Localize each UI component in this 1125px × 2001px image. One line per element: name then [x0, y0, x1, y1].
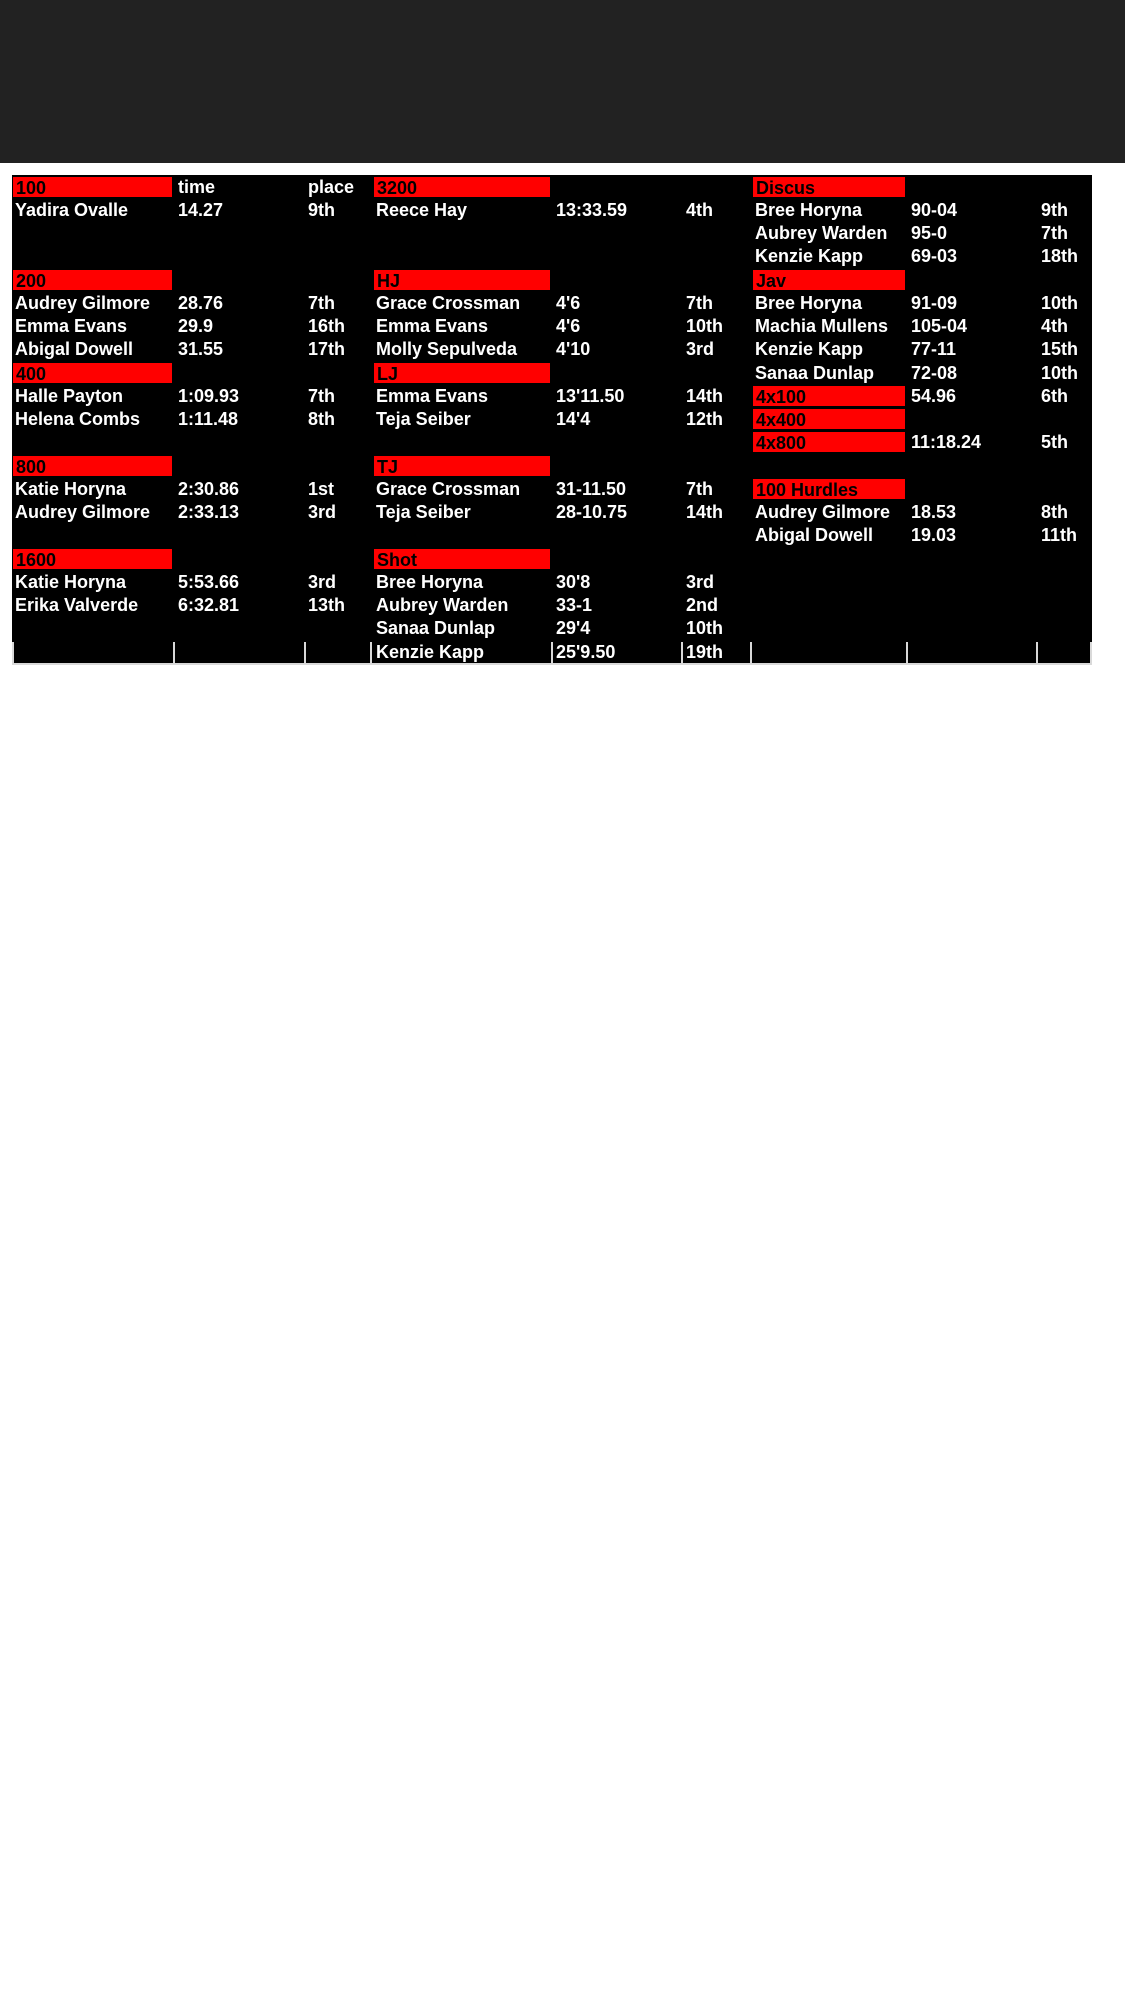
athlete-name[interactable]: Abigal Dowell	[15, 339, 134, 359]
athlete-name[interactable]: Audrey Gilmore	[15, 293, 151, 313]
result-place[interactable]: 1st	[308, 479, 335, 499]
athlete-name[interactable]: Sanaa Dunlap	[755, 363, 875, 383]
athlete-name[interactable]: Aubrey Warden	[755, 223, 888, 243]
result-mark[interactable]: 90-04	[911, 200, 958, 220]
grid-divider	[1090, 642, 1092, 664]
grid-divider	[12, 642, 14, 664]
athlete-name[interactable]: Aubrey Warden	[376, 595, 509, 615]
result-mark[interactable]: 4'6	[556, 316, 581, 336]
athlete-name[interactable]: Emma Evans	[15, 316, 128, 336]
result-place[interactable]: 15th	[1041, 339, 1079, 359]
athlete-name[interactable]: Reece Hay	[376, 200, 468, 220]
event-header-tj[interactable]: TJ	[373, 455, 551, 477]
athlete-name[interactable]: Molly Sepulveda	[376, 339, 518, 359]
result-mark[interactable]: 1:09.93	[178, 386, 240, 406]
athlete-name[interactable]: Katie Horyna	[15, 479, 127, 499]
result-place[interactable]: 5th	[1041, 432, 1068, 452]
athlete-name[interactable]: Abigal Dowell	[755, 525, 874, 545]
event-header-jav[interactable]: Jav	[752, 269, 906, 291]
result-mark[interactable]: 13'11.50	[556, 386, 625, 406]
athlete-name[interactable]: Erika Valverde	[15, 595, 139, 615]
result-mark[interactable]: 69-03	[911, 246, 958, 266]
event-header-100[interactable]: 100	[12, 176, 173, 198]
athlete-name[interactable]: Katie Horyna	[15, 572, 127, 592]
result-mark[interactable]: 13:33.59	[556, 200, 628, 220]
result-mark[interactable]: 77-11	[911, 339, 957, 359]
athlete-name[interactable]: Kenzie Kapp	[755, 246, 864, 266]
result-place[interactable]: 7th	[308, 293, 335, 313]
grid-bottom-line	[12, 663, 1092, 665]
result-place[interactable]: 11th	[1041, 525, 1078, 545]
grid-divider	[906, 642, 908, 664]
result-mark[interactable]: 28-10.75	[556, 502, 628, 522]
result-mark[interactable]: 19.03	[911, 525, 957, 545]
event-header-3200[interactable]: 3200	[373, 176, 551, 198]
athlete-name[interactable]: Audrey Gilmore	[15, 502, 151, 522]
result-place[interactable]: 3rd	[308, 572, 337, 592]
result-mark[interactable]: 4'10	[556, 339, 591, 359]
top-bar	[0, 0, 1125, 163]
result-mark[interactable]: 2:30.86	[178, 479, 240, 499]
event-header-400[interactable]: 400	[12, 362, 173, 384]
result-place[interactable]: 10th	[686, 618, 724, 638]
result-place[interactable]: 13th	[308, 595, 346, 615]
result-place[interactable]: 10th	[1041, 293, 1079, 313]
result-place[interactable]: 9th	[308, 200, 335, 220]
result-place[interactable]: 2nd	[686, 595, 719, 615]
result-place[interactable]: 19th	[686, 642, 724, 662]
column-header-place[interactable]: place	[308, 177, 355, 197]
event-header-800[interactable]: 800	[12, 455, 173, 477]
result-mark[interactable]: 14'4	[556, 409, 591, 429]
athlete-name[interactable]: Audrey Gilmore	[755, 502, 891, 522]
grid-divider	[750, 642, 752, 664]
grid-divider	[681, 642, 683, 664]
event-header-shot[interactable]: Shot	[373, 548, 551, 570]
result-place[interactable]: 17th	[308, 339, 346, 359]
athlete-name[interactable]: Kenzie Kapp	[755, 339, 864, 359]
result-mark[interactable]: 1:11.48	[178, 409, 239, 429]
athlete-name[interactable]: Bree Horyna	[755, 200, 863, 220]
result-place[interactable]: 3rd	[308, 502, 337, 522]
result-mark[interactable]: 5:53.66	[178, 572, 240, 592]
result-mark[interactable]: 31.55	[178, 339, 224, 359]
result-place[interactable]: 18th	[1041, 246, 1079, 266]
athlete-name[interactable]: Teja Seiber	[376, 409, 471, 429]
result-place[interactable]: 8th	[1041, 502, 1068, 522]
result-place[interactable]: 12th	[686, 409, 724, 429]
event-header-lj[interactable]: LJ	[373, 362, 551, 384]
athlete-name[interactable]: Bree Horyna	[376, 572, 484, 592]
result-mark[interactable]: 6:32.81	[178, 595, 240, 615]
result-place[interactable]: 16th	[308, 316, 346, 336]
grid-divider	[304, 642, 306, 664]
athlete-name[interactable]: Helena Combs	[15, 409, 141, 429]
result-place[interactable]: 3rd	[686, 339, 715, 359]
result-mark[interactable]: 25'9.50	[556, 642, 616, 662]
result-place[interactable]: 8th	[308, 409, 335, 429]
result-mark[interactable]: 11:18.24	[911, 432, 982, 452]
event-header-200[interactable]: 200	[12, 269, 173, 291]
result-mark[interactable]: 33-1	[556, 595, 593, 615]
result-place[interactable]: 7th	[308, 386, 335, 406]
result-mark[interactable]: 54.96	[911, 386, 957, 406]
result-mark[interactable]: 4'6	[556, 293, 581, 313]
result-place[interactable]: 6th	[1041, 386, 1068, 406]
event-header-hj[interactable]: HJ	[373, 269, 551, 291]
event-header-4x400[interactable]: 4x400	[752, 408, 906, 430]
grid-divider	[173, 642, 175, 664]
result-place[interactable]: 4th	[1041, 316, 1068, 336]
column-header-time[interactable]: time	[178, 177, 216, 197]
result-mark[interactable]: 14.27	[178, 200, 224, 220]
result-place[interactable]: 14th	[686, 502, 724, 522]
result-place[interactable]: 9th	[1041, 200, 1068, 220]
result-place[interactable]: 7th	[686, 293, 713, 313]
grid-divider	[370, 642, 372, 664]
result-mark[interactable]: 95-0	[911, 223, 948, 243]
result-mark[interactable]: 29'4	[556, 618, 591, 638]
athlete-name[interactable]: Machia Mullens	[755, 316, 889, 336]
athlete-name[interactable]: Yadira Ovalle	[15, 200, 129, 220]
result-place[interactable]: 7th	[1041, 223, 1068, 243]
result-mark[interactable]: 30'8	[556, 572, 591, 592]
athlete-name[interactable]: Emma Evans	[376, 316, 489, 336]
result-place[interactable]: 4th	[686, 200, 713, 220]
athlete-name[interactable]: Kenzie Kapp	[376, 642, 485, 662]
result-mark[interactable]: 28.76	[178, 293, 224, 313]
result-place[interactable]: 3rd	[686, 572, 715, 592]
event-header-4x100[interactable]: 4x100	[752, 385, 906, 407]
result-mark[interactable]: 29.9	[178, 316, 214, 336]
result-mark[interactable]: 91-09	[911, 293, 958, 313]
athlete-name[interactable]: Grace Crossman	[376, 293, 521, 313]
result-place[interactable]: 7th	[686, 479, 713, 499]
athlete-name[interactable]: Bree Horyna	[755, 293, 863, 313]
event-header-4x800[interactable]: 4x800	[752, 431, 906, 453]
event-header-1600[interactable]: 1600	[12, 548, 173, 570]
result-place[interactable]: 10th	[686, 316, 724, 336]
result-mark[interactable]: 2:33.13	[178, 502, 240, 522]
result-mark[interactable]: 105-04	[911, 316, 968, 336]
result-mark[interactable]: 31-11.50	[556, 479, 627, 499]
athlete-name[interactable]: Emma Evans	[376, 386, 489, 406]
result-place[interactable]: 10th	[1041, 363, 1079, 383]
event-header-discus[interactable]: Discus	[752, 176, 906, 198]
grid-divider	[1036, 642, 1038, 664]
result-mark[interactable]: 18.53	[911, 502, 957, 522]
athlete-name[interactable]: Halle Payton	[15, 386, 124, 406]
grid-divider	[551, 642, 553, 664]
athlete-name[interactable]: Sanaa Dunlap	[376, 618, 496, 638]
athlete-name[interactable]: Teja Seiber	[376, 502, 471, 522]
athlete-name[interactable]: Grace Crossman	[376, 479, 521, 499]
result-mark[interactable]: 72-08	[911, 363, 958, 383]
result-place[interactable]: 14th	[686, 386, 724, 406]
event-header-100-hurdles[interactable]: 100 Hurdles	[752, 478, 906, 500]
